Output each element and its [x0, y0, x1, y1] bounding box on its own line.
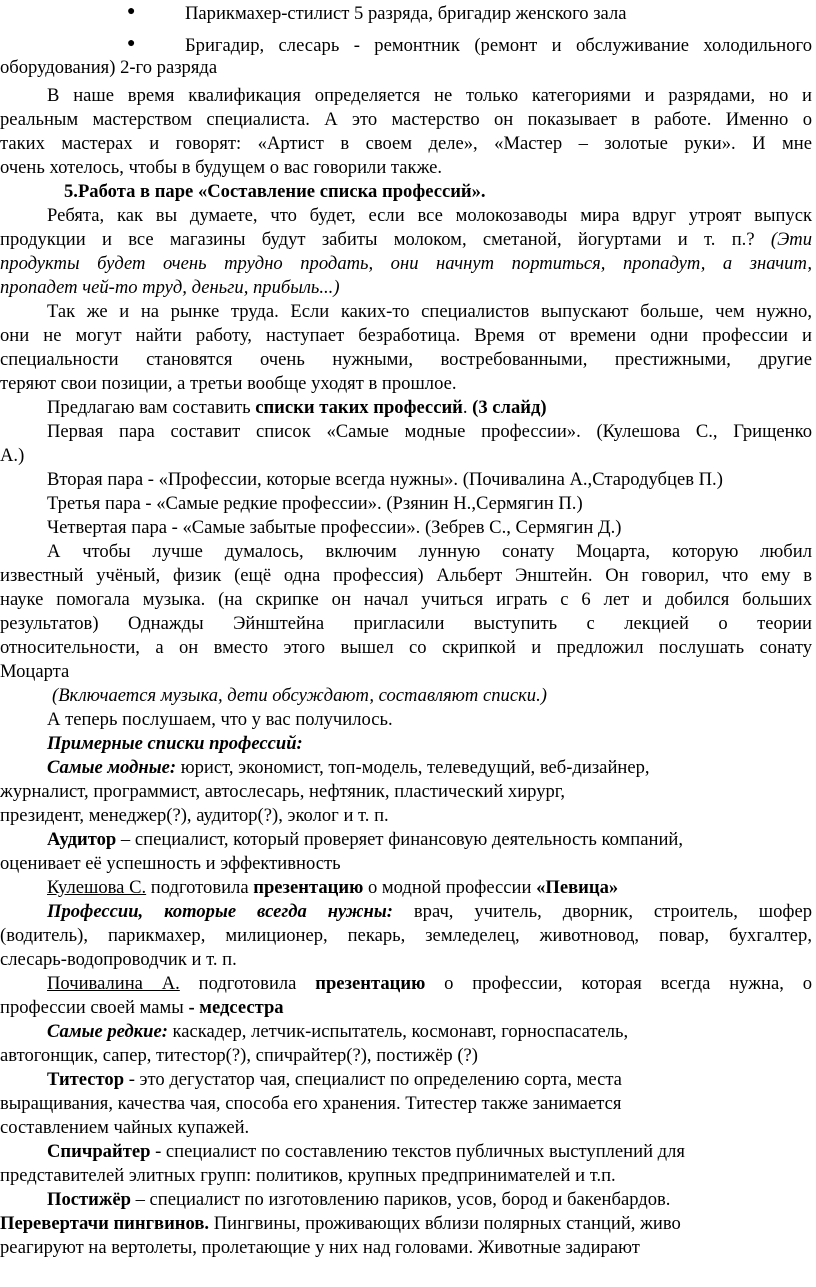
- list-label: Профессии, которые всегда нужны:: [47, 901, 393, 922]
- student-name: Кулешова С.: [47, 877, 147, 898]
- text-line: В наше время квалификация определяется не только категориями и разрядами, но и: [47, 85, 812, 106]
- text-span: профессии своей мамы: [0, 997, 189, 1018]
- paragraph-offer: [0, 396, 812, 420]
- text-span: подготовила: [146, 877, 254, 898]
- text-line: представителей элитных групп: политиков, крупных предпринимателей и т.п.: [0, 1165, 616, 1186]
- slide-ref: (3 слайд): [472, 397, 547, 418]
- lists-heading: Примерные списки профессий:: [47, 733, 303, 754]
- text-span: продукции и все магазины будут забиты молоком, сметаной, йогуртами и т. п.?: [0, 229, 771, 250]
- text-line: Моцарта: [0, 661, 70, 682]
- text-line: [0, 996, 812, 1020]
- text-span: о профессии, которая всегда нужна, о: [425, 973, 812, 994]
- text-line: науке помогала музыка. (на скрипке он начал учиться играть с 6 лет и добился больших: [0, 589, 812, 610]
- text-span-bold: презентацию: [315, 973, 426, 994]
- text-span-italic: (Эти: [770, 229, 812, 250]
- kuleshova-line: [0, 876, 812, 900]
- list-label: Самые модные:: [47, 757, 177, 778]
- pair-third: Третья пара - «Самые редкие профессии». (Рзянин Н.,Сермягин П.): [47, 493, 583, 514]
- text-line: президент, менеджер(?), аудитор(?), эколог и т. п.: [0, 805, 389, 826]
- text-line: [0, 1068, 812, 1092]
- text-line: теряют свои позиции, а третьи вообще уходят в прошлое.: [0, 373, 457, 394]
- text-line: [0, 1212, 812, 1236]
- text-line: [0, 972, 812, 996]
- text-span: - специалист по составлению текстов публичных выступлений для: [150, 1141, 685, 1162]
- text-line: реагируют на вертолеты, пролетающие у них над головами. Животные задирают: [0, 1237, 640, 1258]
- text-span: врач, учитель, дворник, строитель, шофер: [392, 901, 813, 922]
- text-span: каскадер, летчик-испытатель, космонавт, горноспасатель,: [167, 1021, 629, 1042]
- list-label: Самые редкие:: [47, 1021, 168, 1042]
- text-line: [0, 900, 812, 924]
- text-line: автогонщик, сапер, титестор(?), спичрайтер(?), постижёр (?): [0, 1045, 478, 1066]
- text-span: Предлагаю вам составить: [47, 397, 256, 418]
- term: Постижёр: [47, 1189, 131, 1210]
- bullet-text: Бригадир, слесарь - ремонтник (ремонт и обслуживание холодильного: [185, 35, 812, 56]
- text-line: слесарь-водопроводчик и т. п.: [0, 949, 237, 970]
- text-span-bold: презентацию: [253, 877, 364, 898]
- term: Титестор: [47, 1069, 125, 1090]
- text-line: выращивания, качества чая, способа его хранения. Титестер также занимается: [0, 1093, 622, 1114]
- text-line: специальности становятся очень нужными, востребованными, престижными, другие: [0, 349, 812, 370]
- bullet-text: Парикмахер-стилист 5 разряда, бригадир женского зала: [185, 3, 627, 24]
- text-span-bold: «Певица»: [536, 877, 619, 898]
- text-line: (водитель), парикмахер, милиционер, пекарь, земледелец, животновод, повар, бухгалтер,: [0, 925, 812, 946]
- pair-first: Первая пара составит список «Самые модные профессии». (Кулешова С., Грищенко: [47, 421, 812, 442]
- text-line: Ребята, как вы думаете, что будет, если все молокозаводы мира вдруг утроят выпуск: [47, 205, 812, 226]
- bullet-dot: ●: [127, 4, 136, 19]
- text-line: очень хотелось, чтобы в будущем о вас говорили также.: [0, 157, 443, 178]
- text-span: Пингвины, проживающих вблизи полярных станций, живо: [209, 1213, 681, 1234]
- text-span: подготовила: [179, 973, 316, 994]
- text-line: оценивает её успешность и эффективность: [0, 853, 341, 874]
- term: Спичрайтер: [47, 1141, 151, 1162]
- text-span: о модной профессии: [363, 877, 537, 898]
- bullet-text-cont: оборудования) 2-го разряда: [0, 57, 218, 78]
- definition-postizher: [0, 1188, 812, 1212]
- text-span: - это дегустатор чая, специалист по определению сорта, места: [124, 1069, 622, 1090]
- text-line: журналист, программист, автослесарь, нефтяник, пластический хирург,: [0, 781, 565, 802]
- text-span: – специалист, который проверяет финансовую деятельность компаний,: [116, 829, 684, 850]
- pair-second: Вторая пара - «Профессии, которые всегда нужны». (Почивалина А.,Стародубцев П.): [47, 469, 723, 490]
- music-note: (Включается музыка, дети обсуждают, составляют списки.): [52, 685, 547, 706]
- student-name: Почивалина А.: [47, 973, 180, 994]
- text-line: Так же и на рынке труда. Если каких-то специалистов выпускают больше, чем нужно,: [47, 301, 812, 322]
- bullet-dot: ●: [127, 36, 136, 51]
- section-heading: 5.Работа в паре «Составление списка профессий».: [64, 181, 486, 202]
- pair-fourth: Четвертая пара - «Самые забытые профессии». (Зебрев С., Сермягин Д.): [47, 517, 622, 538]
- text-line: [0, 228, 812, 252]
- pair-first-cont: А.): [0, 445, 25, 466]
- text-line: они не могут найти работу, наступает безработица. Время от времени одни профессии и: [0, 325, 812, 346]
- text-line: известный учёный, физик (ещё одна профессия) Альберт Энштейн. Он говорил, что ему в: [0, 565, 812, 586]
- text-span: .: [462, 397, 473, 418]
- text-line: реальным мастерством специалиста. А это мастерство он показывает в работе. Именно о: [0, 109, 812, 130]
- text-line: [0, 1140, 812, 1164]
- text-line: относительности, а он вместо этого вышел со скрипкой и предложил послушать сонату: [0, 637, 812, 658]
- text-span-bold: списки таких профессий: [255, 397, 463, 418]
- text-line: [0, 756, 812, 780]
- text-line: [0, 828, 812, 852]
- text-span: юрист, экономист, топ-модель, телеведущий, веб-дизайнер,: [176, 757, 650, 778]
- text-span-bold: - медсестра: [188, 997, 284, 1018]
- text-line: составлением чайных купажей.: [0, 1117, 250, 1138]
- text-line: таких мастерах и говорят: «Артист в своем деле», «Мастер – золотые руки». И мне: [0, 133, 812, 154]
- text-line: [0, 1020, 812, 1044]
- term: Аудитор: [47, 829, 117, 850]
- text-line: продукты будет очень трудно продать, они начнут портиться, пропадут, а значит,: [0, 253, 812, 274]
- text-line: пропадет чей-то труд, деньги, прибыль...): [0, 277, 340, 298]
- text-span: – специалист по изготовлению париков, усов, бород и бакенбардов.: [130, 1189, 671, 1210]
- listen-line: А теперь послушаем, что у вас получилось.: [47, 709, 393, 730]
- text-line: А чтобы лучше думалось, включим лунную сонату Моцарта, которую любил: [47, 541, 812, 562]
- term: Перевертачи пингвинов.: [0, 1213, 210, 1234]
- text-line: результатов) Однажды Эйнштейна пригласили выступить с лекцией о теории: [0, 613, 812, 634]
